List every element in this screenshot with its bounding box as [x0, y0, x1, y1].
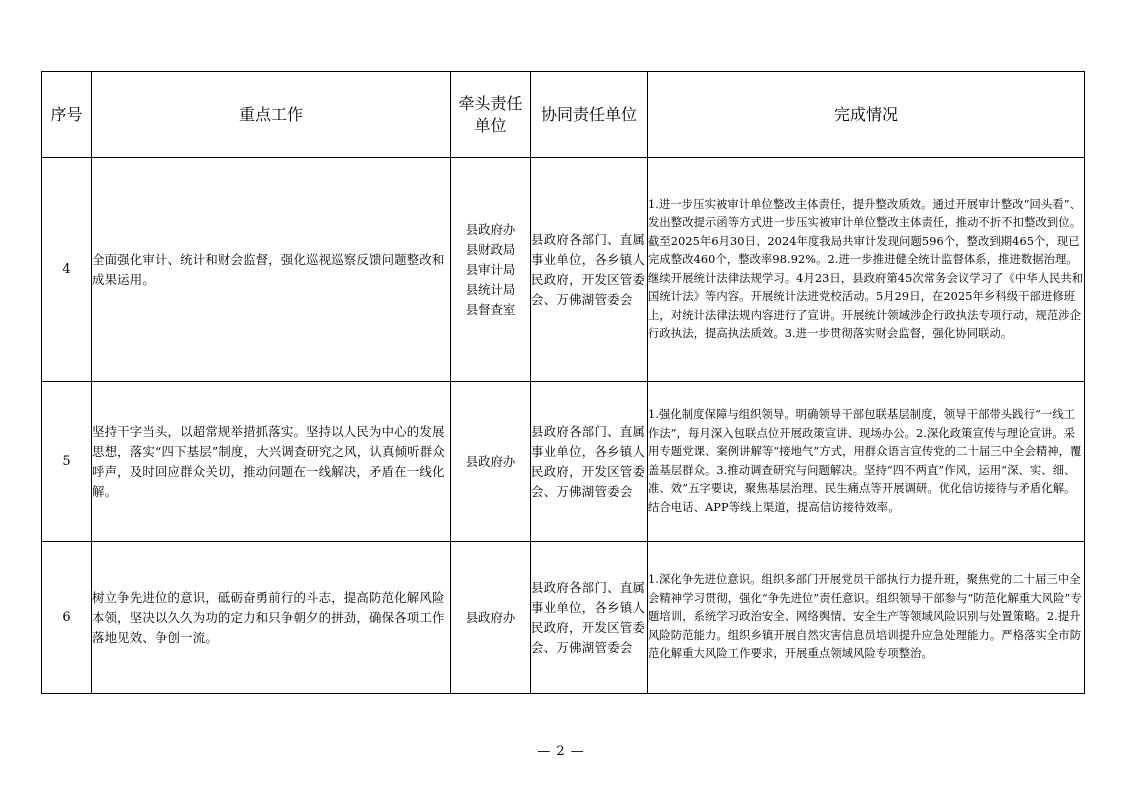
header-key-work: 重点工作	[92, 72, 451, 158]
cell-completion-status: 1.强化制度保障与组织领导。明确领导干部包联基层制度，领导干部带头践行“一线工作法”，每月深入包联点位开展政策宣讲、现场办公。2.深化政策宣传与理论宣讲。采用专题党课、案例讲解等“接地气”方式，用群众语言宣传党的二十届三中全会精神，覆盖基层群众。3.推动调查研究与问题解决。坚持“四不两直”作风，运用“深、实、细、准、效”五字要诀，聚焦基层治理、民生痛点等开展调研。优化信访接待与矛盾化解。结合电话、APP等线上渠道，提高信访接待效率。	[648, 382, 1085, 542]
cell-completion-status: 1.进一步压实被审计单位整改主体责任，提升整改质效。通过开展审计整改“回头看”、发出整改提示函等方式进一步压实被审计单位整改主体责任，推动不折不扣整改到位。截至2025年6月30日、2024年度我局共审计发现问题596个，整改到期465个，现已完成整改460个，整改率98.92%。2.进一步推进健全统计监督体系，推进数据治理。继续开展统计法律法规学习。4月23日，县政府第45次常务会议学习了《中华人民共和国统计法》等内容。开展统计法进党校活动。5月29日，在2025年乡科级干部进修班上，对统计法律法规内容进行了宣讲。开展统计领域涉企行政执法专项行动，规范涉企行政执法，提高执法质效。3.进一步贯彻落实财会监督，强化协同联动。	[648, 158, 1085, 382]
cell-lead-unit: 县政府办	[451, 542, 531, 694]
header-lead-unit: 牵头责任 单位	[451, 72, 531, 158]
table-row	[42, 382, 1085, 542]
cell-key-work: 树立争先进位的意识，砥砺奋勇前行的斗志，提高防范化解风险本领，坚决以久久为功的定力和只争朝夕的拼劲，确保各项工作落地见效、争创一流。	[92, 542, 451, 694]
cell-serial-number: 5	[42, 382, 92, 542]
page-number: — 2 —	[537, 744, 585, 759]
table-header-row	[42, 72, 1085, 158]
header-serial-number: 序号	[42, 72, 92, 158]
cell-completion-status: 1.深化争先进位意识。组织多部门开展党员干部执行力提升班，聚焦党的二十届三中全会精神学习贯彻，强化“争先进位”责任意识。组织领导干部参与“防范化解重大风险”专题培训，系统学习政治安全、网络舆情、安全生产等领域风险识别与处置策略。2.提升风险防范能力。组织乡镇开展自然灾害信息员培训提升应急处理能力。严格落实全市防范化解重大风险工作要求，开展重点领域风险专项整治。	[648, 542, 1085, 694]
work-progress-table	[41, 71, 1085, 694]
cell-cooperating-units: 县政府各部门、直属事业单位，各乡镇人民政府，开发区管委会、万佛湖管委会	[531, 542, 648, 694]
table-row	[42, 542, 1085, 694]
cell-lead-unit: 县政府办	[451, 382, 531, 542]
cell-serial-number: 4	[42, 158, 92, 382]
cell-lead-unit: 县政府办 县财政局 县审计局 县统计局 县督查室	[451, 158, 531, 382]
cell-serial-number: 6	[42, 542, 92, 694]
cell-cooperating-units: 县政府各部门、直属事业单位，各乡镇人民政府，开发区管委会、万佛湖管委会	[531, 382, 648, 542]
header-cooperating-units: 协同责任单位	[531, 72, 648, 158]
cell-cooperating-units: 县政府各部门、直属事业单位，各乡镇人民政府，开发区管委会、万佛湖管委会	[531, 158, 648, 382]
cell-key-work: 坚持干字当头，以超常规举措抓落实。坚持以人民为中心的发展思想，落实“四下基层”制度，大兴调查研究之风，认真倾听群众呼声，及时回应群众关切，推动问题在一线解决，矛盾在一线化解。	[92, 382, 451, 542]
table-row	[42, 158, 1085, 382]
cell-key-work: 全面强化审计、统计和财会监督，强化巡视巡察反馈问题整改和成果运用。	[92, 158, 451, 382]
header-completion-status: 完成情况	[648, 72, 1085, 158]
